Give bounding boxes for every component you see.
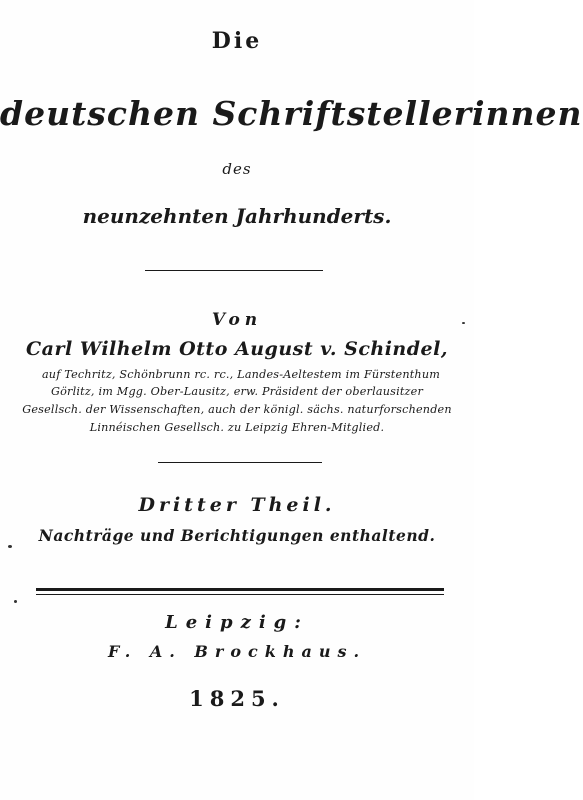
title-article: Die: [211, 28, 263, 54]
main-title: deutschen Schriftstellerinnen: [0, 94, 583, 133]
divider-rule-bottom-thin: [36, 594, 444, 595]
publication-year: 1825.: [189, 686, 285, 711]
title-connector: des: [222, 160, 252, 178]
by-line: Von: [211, 310, 263, 330]
divider-rule-bottom: [36, 588, 444, 591]
author-description-line: auf Techritz, Schönbrunn rc. rc., Landes-Aeltestem im Fürstenthum: [41, 368, 441, 381]
author-name: Carl Wilhelm Otto August v. Schindel,: [26, 338, 448, 360]
author-description-line: Görlitz, im Mgg. Ober-Lausitz, erw. Präsident der oberlausitzer: [50, 385, 424, 398]
divider-rule-middle: [158, 462, 322, 463]
author-description-line: Gesellsch. der Wissenschaften, auch der königl. sächs. naturforschenden: [22, 403, 452, 416]
paper-speck: [8, 545, 12, 548]
paper-speck: [462, 322, 465, 324]
divider-rule-top: [145, 270, 323, 271]
paper-speck: [14, 600, 17, 603]
publication-place: Leipzig:: [165, 612, 309, 633]
volume-contents: Nachträge und Berichtigungen enthaltend.: [38, 526, 436, 545]
title-century: neunzehnten Jahrhunderts.: [82, 204, 392, 228]
publisher-name: F. A. Brockhaus.: [107, 642, 367, 661]
author-description-line: Linnéischen Gesellsch. zu Leipzig Ehren-Mitglied.: [89, 421, 385, 434]
volume-part: Dritter Theil.: [138, 494, 336, 516]
